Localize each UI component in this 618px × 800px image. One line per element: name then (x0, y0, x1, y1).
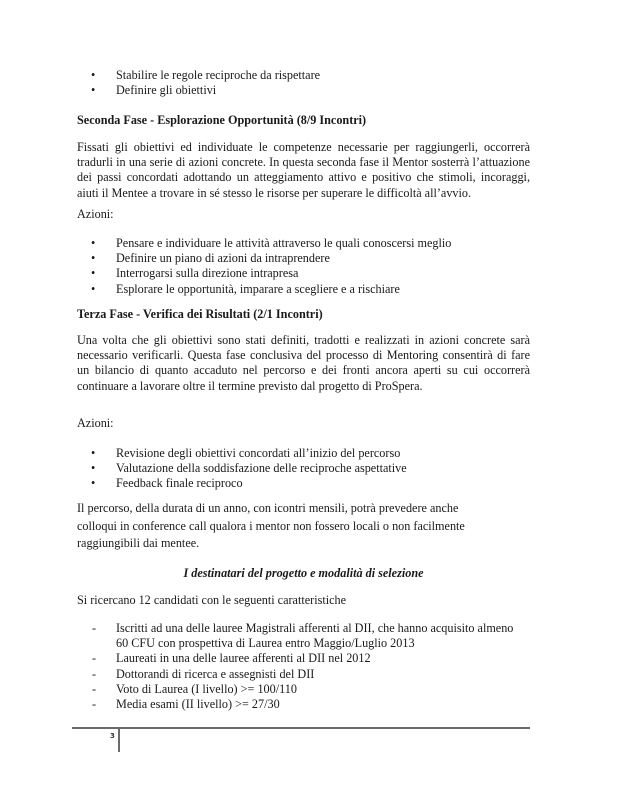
bullet-icon: • (91, 266, 96, 281)
paragraph-text: Una volta che gli obiettivi sono stati definiti, tradotti e realizzati in azioni concrete sarà necessario verificarli. Questa fase conclusiva del processo di Mentoring consentirà di fare un bilancio di quanto accaduto nel percorso e dei fronti ancora aperti su cui occorrerà continuare a lavorare oltre il termine previsto dal progetto di ProSpera. (77, 333, 530, 393)
section3-paragraph (77, 333, 530, 394)
bullet-icon: • (91, 281, 96, 296)
dash-marker-icon: - (92, 666, 97, 681)
recipients-criteria-list (77, 621, 517, 712)
section2-actions-label: Azioni: (77, 207, 114, 221)
list-item-text: Iscritti ad una delle lauree Magistrali afferenti al DII, che hanno acquisito almeno 60 CFU con prospettiva di Laurea entro Maggio/Luglio 2013 (116, 621, 514, 651)
list-item-text: Revisione degli obiettivi concordati all’inizio del percorso (116, 446, 401, 460)
list-item-text: Stabilire le regole reciproche da rispettare (116, 68, 321, 82)
list-item (77, 83, 530, 98)
list-item-text: Laureati in una delle lauree afferenti al DII nel 2012 (116, 651, 371, 666)
bullet-icon: • (91, 83, 96, 98)
section2-paragraph (77, 140, 530, 201)
bullet-icon: • (91, 476, 96, 491)
list-item-text: Definire gli obiettivi (116, 83, 217, 98)
paragraph-text: Fissati gli obiettivi ed individuate le competenze necessarie per raggiungerli, occorrerà tradurli in una serie di azioni concrete. In questa seconda fase il Mentor sosterrà l’attuazione dei passi concordati adottando un atteggiamento attivo e positivo che stimoli, incoraggi, aiuti il Mentee a trovare in sé stesso le risorse per superare le difficoltà all’avvio. (77, 140, 530, 200)
list-item-text: Media esami (II livello) >= 27/30 (116, 697, 280, 712)
list-item (77, 236, 530, 251)
bullet-icon: • (91, 236, 96, 250)
list-item (77, 282, 530, 297)
dash-marker-icon: - (92, 681, 97, 696)
list-item (77, 682, 517, 697)
list-item (77, 476, 530, 491)
footer-vertical-divider (118, 729, 120, 752)
section-heading-seconda-fase: Seconda Fase - Esplorazione Opportunità (8/9 Incontri) (77, 113, 367, 127)
dash-marker-icon: - (92, 621, 97, 635)
list-item-text: Feedback finale reciproco (116, 476, 243, 491)
list-item (77, 621, 517, 651)
closing-paragraph (77, 500, 497, 553)
list-item (77, 461, 530, 476)
dash-marker-icon: - (92, 651, 97, 666)
bullet-icon: • (91, 251, 96, 266)
section3-actions-label: Azioni: (77, 416, 114, 430)
dash-marker-icon: - (92, 697, 97, 712)
section2-actions-list (77, 236, 530, 297)
list-item-text: Interrogarsi sulla direzione intrapresa (116, 266, 299, 281)
list-item (77, 667, 517, 682)
list-item-text: Pensare e individuare le attività attraverso le quali conoscersi meglio (116, 236, 452, 250)
recipients-heading: I destinatari del progetto e modalità di selezione (183, 566, 424, 580)
list-item (77, 251, 530, 266)
page-number: 3 (110, 732, 115, 740)
section-heading-terza-fase: Terza Fase - Verifica dei Risultati (2/1 Incontri) (77, 307, 323, 321)
list-item (77, 697, 517, 712)
list-item (77, 651, 517, 666)
list-item-text: Voto di Laurea (I livello) >= 100/110 (116, 681, 297, 696)
bullet-icon: • (91, 68, 96, 82)
recipients-intro: Si ricercano 12 candidati con le seguenti caratteristiche (77, 593, 347, 607)
list-item-text: Esplorare le opportunità, imparare a scegliere e a rischiare (116, 281, 400, 296)
list-item (77, 68, 530, 83)
list-item (77, 446, 530, 461)
list-item-text: Definire un piano di azioni da intraprendere (116, 251, 330, 266)
intro-bullet-list (77, 68, 530, 98)
footer-divider (72, 727, 530, 729)
list-item (77, 266, 530, 281)
list-item-text: Dottorandi di ricerca e assegnisti del DII (116, 666, 315, 681)
section3-actions-list (77, 446, 530, 492)
paragraph-text: Il percorso, della durata di un anno, con icontri mensili, potrà prevedere anche colloqui in conference call qualora i mentor non fossero locali o non facilmente raggiungibili dai mentee. (77, 501, 465, 551)
bullet-icon: • (91, 446, 96, 460)
bullet-icon: • (91, 461, 96, 476)
list-item-text: Valutazione della soddisfazione delle reciproche aspettative (116, 461, 407, 476)
